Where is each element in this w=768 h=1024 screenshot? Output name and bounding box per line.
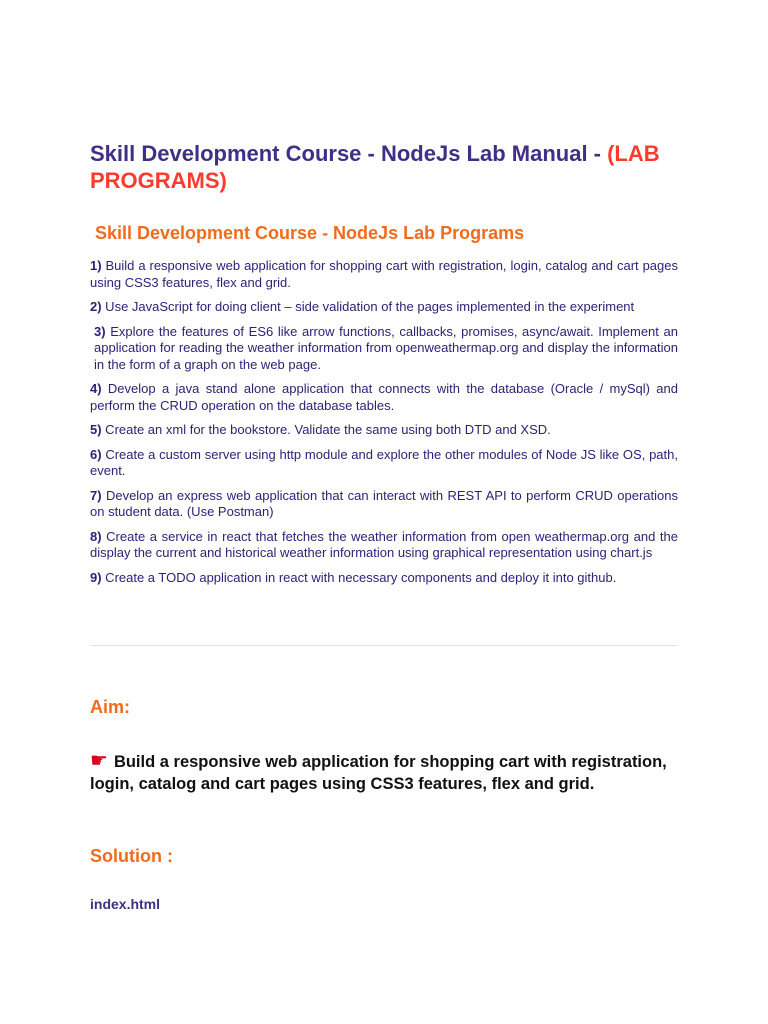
section-divider [90,645,678,646]
program-item [90,488,678,521]
program-number: 4) [90,381,102,396]
program-number: 9) [90,569,102,585]
file-name-label: index.html [90,896,161,912]
program-item [90,447,678,480]
title-highlight: (LAB PROGRAMS) [90,141,660,193]
program-item [90,258,678,291]
section-subtitle: Skill Development Course - NodeJs Lab Programs [95,223,525,243]
program-item [90,422,678,439]
program-number: 3) [94,323,106,339]
program-item [90,570,678,587]
program-list [90,258,678,594]
program-number: 1) [90,258,102,273]
aim-heading: Aim: [90,697,130,717]
program-number: 7) [90,487,102,503]
aim-text: Build a responsive web application for shopping cart with registration, login, catalog and cart pages using CSS3 features, flex and grid. [90,753,667,793]
program-text: Explore the features of ES6 like arrow functions, callbacks, promises, async/await. Implement an application for reading the weather information from openweathermap.org and display the information in the form of a graph on the web page. [94,323,678,372]
program-number: 8) [90,528,102,544]
program-text: Develop an express web application that can interact with REST API to perform CRUD operations on student data. (Use Postman) [90,487,678,519]
page-title [90,140,678,194]
pointing-hand-icon: ☛ [90,750,108,772]
program-number: 2) [90,299,102,314]
aim-statement [90,751,678,795]
program-item [90,529,678,562]
program-item [90,381,678,414]
program-text: Create an xml for the bookstore. Validate the same using both DTD and XSD. [101,422,551,437]
program-text: Create a service in react that fetches the weather information from open weathermap.org and the display the current and historical weather information using graphical representation using chart.js [90,528,678,560]
program-text: Build a responsive web application for shopping cart with registration, login, catalog and cart pages using CSS3 features, flex and grid. [90,258,678,290]
title-main: Skill Development Course - NodeJs Lab Manual - [90,141,608,166]
program-text: Use JavaScript for doing client – side validation of the pages implemented in the experiment [101,299,635,314]
program-number: 6) [90,446,102,462]
program-text: Create a custom server using http module and explore the other modules of Node JS like OS, path, event. [90,446,678,478]
program-item [90,324,678,374]
solution-heading: Solution : [90,846,173,866]
program-item [90,299,678,316]
program-number: 5) [90,422,102,437]
program-text: Create a TODO application in react with necessary components and deploy it into github. [101,569,617,585]
program-text: Develop a java stand alone application that connects with the database (Oracle / mySql) and perform the CRUD operation on the database tables. [90,381,678,413]
